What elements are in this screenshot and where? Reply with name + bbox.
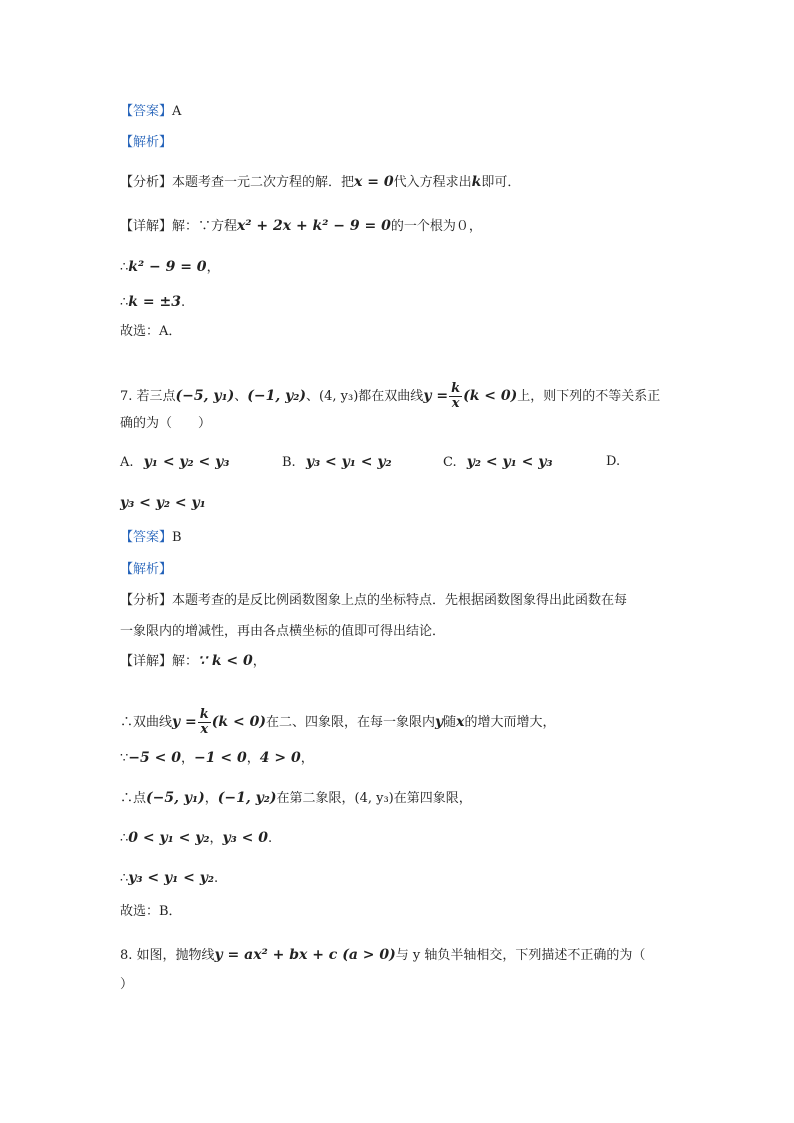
q7-jiexi-line	[120, 560, 172, 580]
point-expr: (−1, y₂)	[217, 790, 277, 806]
q6-answer-line	[120, 102, 181, 122]
q7-fenxi-line-2	[120, 622, 445, 642]
answer-tag: 【答案】	[120, 104, 173, 119]
xiangjie-text: 的一个根为０，	[390, 219, 482, 234]
math-expr: y₃ < 0	[222, 830, 269, 846]
option-expr: y₃ < y₁ < y₂	[305, 454, 392, 470]
fenxi-text: 代入方程求出	[393, 175, 472, 190]
punct: .	[268, 831, 273, 846]
therefore-symbol: ∴	[120, 260, 129, 275]
xiangjie-text: 解：	[172, 654, 199, 669]
question-text: 都在双曲线	[358, 389, 424, 404]
xiangjie-text: 的增大而增大，	[464, 715, 556, 730]
xiangjie-text: 解：∵方程	[172, 219, 238, 234]
punct: ，	[252, 654, 266, 669]
answer-value: B	[172, 530, 182, 545]
xiangjie-text: 在二、四象限，在每一象限内	[265, 715, 435, 730]
q6-xiangjie-line	[120, 216, 482, 237]
separator: 、	[306, 389, 320, 404]
point-expr: (4, y₃)	[319, 389, 359, 404]
q7-answer-line	[120, 528, 182, 548]
punct: ，	[206, 260, 220, 275]
fraction-denominator: x	[449, 396, 462, 411]
choose-text: 故选：A．	[120, 324, 182, 339]
fraction-numerator: k	[199, 707, 209, 722]
option-label: D.	[606, 454, 621, 469]
math-expr: y₃ < y₁ < y₂	[128, 870, 215, 886]
option-expr: y₃ < y₂ < y₁	[120, 495, 206, 511]
punct: ，	[204, 791, 218, 806]
math-expr: 0 < y₁ < y₂	[128, 830, 210, 846]
math-expr: ∵ k < 0	[198, 653, 253, 669]
punct: .	[214, 871, 219, 886]
fraction-denominator: x	[198, 722, 211, 737]
question-text: 8. 如图，抛物线	[120, 948, 215, 963]
q7-stem-line-2	[120, 414, 211, 434]
question-text: ）	[120, 977, 134, 992]
xiangjie-tag: 【详解】	[120, 219, 173, 234]
math-expr: k = ±3	[128, 294, 181, 310]
option-a	[120, 452, 229, 473]
xiangjie-text: 在第四象限，	[393, 791, 472, 806]
math-expr: x = 0	[354, 174, 394, 190]
q8-stem-line	[120, 945, 645, 966]
q6-step-line	[120, 292, 185, 313]
curve-condition: (k < 0)	[211, 714, 266, 730]
question-text: 与 y 轴负半轴相交，下列描述不正确的为（	[395, 948, 646, 963]
xiangjie-text: ∴双曲线	[120, 715, 173, 730]
q8-stem-line-2	[120, 975, 133, 995]
fenxi-tag: 【分析】	[120, 175, 173, 190]
option-label: A.	[120, 455, 134, 470]
math-expr: y = ax² + bx + c (a > 0)	[214, 947, 396, 963]
q7-choose-line	[120, 902, 182, 922]
answer-value: A	[172, 104, 182, 119]
point-expr: (−1, y₂)	[247, 388, 307, 404]
q6-fenxi-line	[120, 172, 520, 193]
math-expr: k	[471, 174, 482, 190]
xiangjie-tag: 【详解】	[120, 654, 173, 669]
therefore-symbol: ∴	[120, 295, 129, 310]
fenxi-text: 即可．	[481, 175, 521, 190]
math-var: x	[456, 714, 465, 730]
choose-text: 故选：B．	[120, 904, 182, 919]
q6-choose-line	[120, 322, 181, 342]
fenxi-text: 本题考查的是反比例函数图象上点的坐标特点．先根据函数图象得出此函数在每	[172, 593, 628, 608]
question-text: 7. 若三点	[120, 389, 176, 404]
option-label: B.	[282, 455, 296, 470]
q7-fenxi-line	[120, 591, 627, 611]
question-text: 确的为（ ）	[120, 416, 212, 431]
fenxi-text: 本题考查一元二次方程的解．把	[172, 175, 355, 190]
therefore-symbol: ∴	[120, 871, 129, 886]
math-expr: 4 > 0	[259, 750, 301, 766]
curve-lhs: y =	[423, 388, 449, 404]
punct: ，	[209, 831, 223, 846]
point-expr: (−5, y₁)	[175, 388, 235, 404]
math-expr: −1 < 0	[194, 750, 247, 766]
fenxi-text: 一象限内的增减性，再由各点横坐标的值即可得出结论．	[120, 624, 446, 639]
jiexi-tag: 【解析】	[120, 135, 173, 150]
fenxi-tag: 【分析】	[120, 593, 173, 608]
math-expr: k² − 9 = 0	[128, 259, 207, 275]
q6-jiexi-line	[120, 133, 172, 153]
option-expr: y₁ < y₂ < y₃	[143, 454, 230, 470]
q7-stem-line	[120, 382, 660, 411]
math-expr: x² + 2x + k² − 9 = 0	[237, 218, 391, 234]
option-expr: y₂ < y₁ < y₃	[466, 454, 553, 470]
fraction	[449, 382, 462, 411]
q6-step-line	[120, 257, 220, 278]
option-label: C.	[443, 455, 457, 470]
fraction-numerator: k	[451, 381, 461, 396]
point-expr: (−5, y₁)	[146, 790, 205, 806]
option-c	[443, 452, 553, 473]
q7-step-line	[120, 708, 556, 737]
q7-xiangjie-line	[120, 651, 266, 672]
punct: ，	[246, 751, 260, 766]
point-expr: (4, y₃)	[354, 791, 394, 806]
q7-step-line	[120, 828, 272, 849]
option-b	[282, 452, 392, 473]
jiexi-tag: 【解析】	[120, 562, 173, 577]
because-symbol: ∵	[120, 751, 129, 766]
math-var: y	[434, 714, 444, 730]
punct: .	[180, 295, 186, 310]
separator: 、	[234, 389, 248, 404]
therefore-symbol: ∴	[120, 831, 129, 846]
xiangjie-text: 在第二象限，	[276, 791, 355, 806]
punct: ，	[300, 751, 314, 766]
xiangjie-text: 随	[443, 715, 457, 730]
option-d	[606, 452, 620, 472]
math-expr: −5 < 0	[128, 750, 181, 766]
q7-step-line	[120, 868, 218, 889]
xiangjie-text: ∴点	[120, 791, 147, 806]
option-d-expr-line	[120, 493, 206, 514]
punct: ，	[180, 751, 194, 766]
curve-lhs: y =	[172, 714, 197, 730]
answer-tag: 【答案】	[120, 530, 173, 545]
curve-condition: (k < 0)	[463, 388, 518, 404]
q7-step-line	[120, 748, 314, 769]
q7-step-line	[120, 788, 472, 809]
fraction	[198, 708, 211, 737]
question-text: 上，则下列的不等关系正	[517, 389, 661, 404]
